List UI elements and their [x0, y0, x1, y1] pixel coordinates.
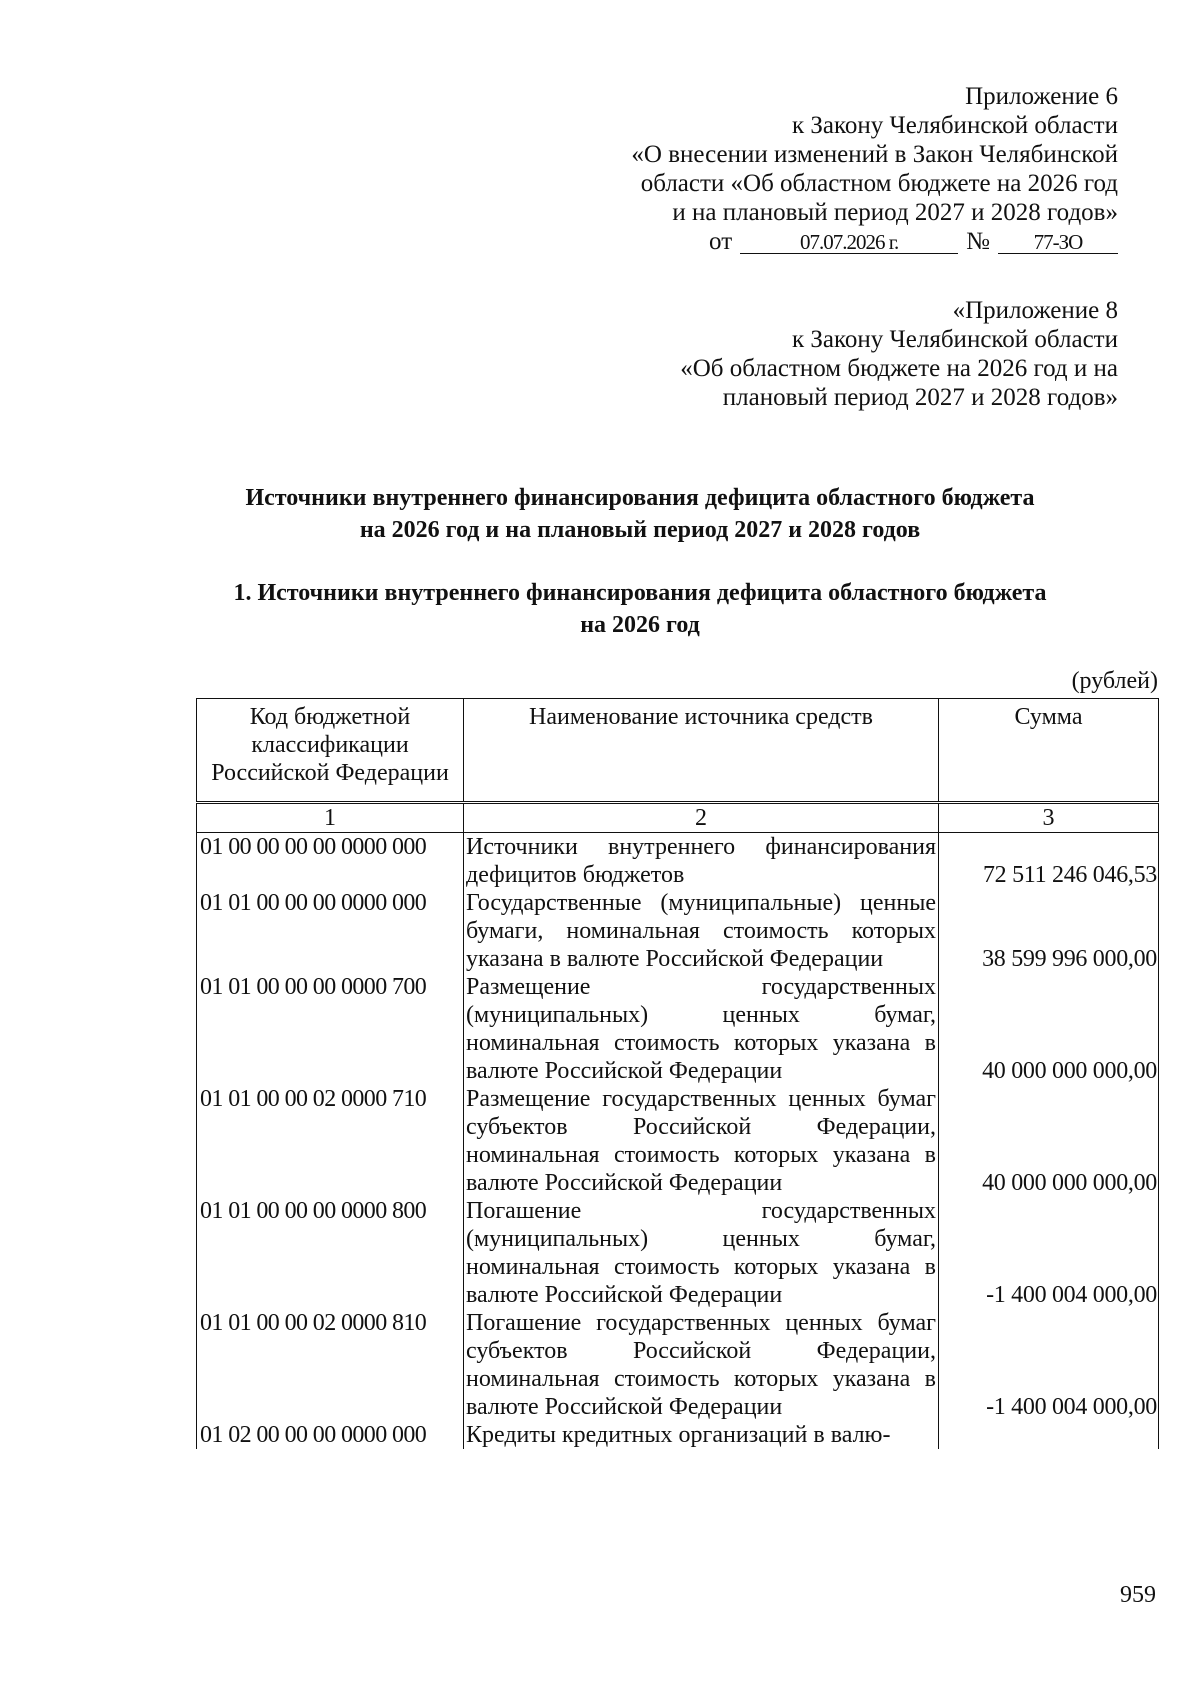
title-line: Источники внутреннего финансирования дефицита областного бюджета	[245, 485, 1035, 511]
law-date-number-line	[631, 227, 1118, 256]
table-row	[197, 1309, 1159, 1421]
page-number: 959	[1120, 1582, 1156, 1608]
appendix-8-header	[680, 296, 1118, 412]
section-title-line: на 2026 год	[580, 612, 700, 638]
header-line: «Приложение 8	[952, 297, 1118, 324]
row-sum: 38 599 996 000,00	[939, 889, 1159, 973]
row-sum: -1 400 004 000,00	[939, 1197, 1159, 1309]
header-line: к Закону Челябинской области	[792, 326, 1118, 353]
header-line: и на плановый период 2027 и 2028 годов»	[672, 199, 1118, 226]
column-number: 2	[464, 803, 939, 833]
row-name: Размещение государственных ценных бумаг субъектов Российской Федерации, номинальная стоимость которых указана в валюте Российской Федерации	[464, 1085, 939, 1197]
row-name: Государственные (муниципальные) ценные бумаги, номинальная стоимость которых указана в валюте Российской Федерации	[464, 889, 939, 973]
document-title	[40, 482, 1200, 546]
table-row	[197, 973, 1159, 1085]
from-label: от	[709, 228, 733, 255]
row-name: Кредиты кредитных организаций в валю-	[464, 1421, 939, 1449]
row-code: 01 01 00 00 00 0000 700	[197, 973, 464, 1085]
header-name: Наименование источника средств	[464, 699, 939, 803]
header-code: Код бюджетной классификации Российской Федерации	[197, 699, 464, 803]
row-sum: 40 000 000 000,00	[939, 973, 1159, 1085]
header-sum: Сумма	[939, 699, 1159, 803]
row-name: Источники внутреннего финансирования дефицитов бюджетов	[464, 833, 939, 890]
row-name: Погашение государственных ценных бумаг субъектов Российской Федерации, номинальная стоимость которых указана в валюте Российской Федерации	[464, 1309, 939, 1421]
row-code: 01 01 00 00 00 0000 000	[197, 889, 464, 973]
table-row	[197, 1085, 1159, 1197]
header-line: Приложение 6	[965, 83, 1118, 110]
row-sum: 72 511 246 046,53	[939, 833, 1159, 890]
header-line: плановый период 2027 и 2028 годов»	[722, 384, 1118, 411]
column-number: 1	[197, 803, 464, 833]
table-row	[197, 889, 1159, 973]
row-code: 01 00 00 00 00 0000 000	[197, 833, 464, 890]
row-name: Размещение государственных (муниципальных) ценных бумаг, номинальная стоимость которых указана в валюте Российской Федерации	[464, 973, 939, 1085]
title-line: на 2026 год и на плановый период 2027 и 2028 годов	[359, 517, 921, 543]
header-line: к Закону Челябинской области	[792, 112, 1118, 139]
row-sum	[939, 1421, 1159, 1449]
section-title-line: 1. Источники внутреннего финансирования дефицита областного бюджета	[233, 580, 1047, 606]
appendix-6-header	[631, 82, 1118, 256]
law-date: 07.07.2026 г.	[740, 231, 958, 254]
table-row	[197, 833, 1159, 890]
table-row	[197, 1421, 1159, 1449]
header-line: «Об областном бюджете на 2026 год и на	[680, 355, 1118, 382]
number-label: №	[966, 228, 990, 255]
law-number: 77-ЗО	[998, 231, 1118, 254]
header-line: «О внесении изменений в Закон Челябинской	[631, 141, 1118, 168]
row-code: 01 01 00 00 02 0000 810	[197, 1309, 464, 1421]
row-name: Погашение государственных (муниципальных) ценных бумаг, номинальная стоимость которых указана в валюте Российской Федерации	[464, 1197, 939, 1309]
row-sum: 40 000 000 000,00	[939, 1085, 1159, 1197]
row-code: 01 01 00 00 00 0000 800	[197, 1197, 464, 1309]
financing-sources-table	[196, 698, 1159, 1449]
units-label: (рублей)	[1071, 668, 1158, 694]
row-sum: -1 400 004 000,00	[939, 1309, 1159, 1421]
row-code: 01 01 00 00 02 0000 710	[197, 1085, 464, 1197]
header-line: области «Об областном бюджете на 2026 год	[640, 170, 1118, 197]
column-number: 3	[939, 803, 1159, 833]
row-code: 01 02 00 00 00 0000 000	[197, 1421, 464, 1449]
table-row	[197, 1197, 1159, 1309]
section-title	[40, 577, 1200, 641]
